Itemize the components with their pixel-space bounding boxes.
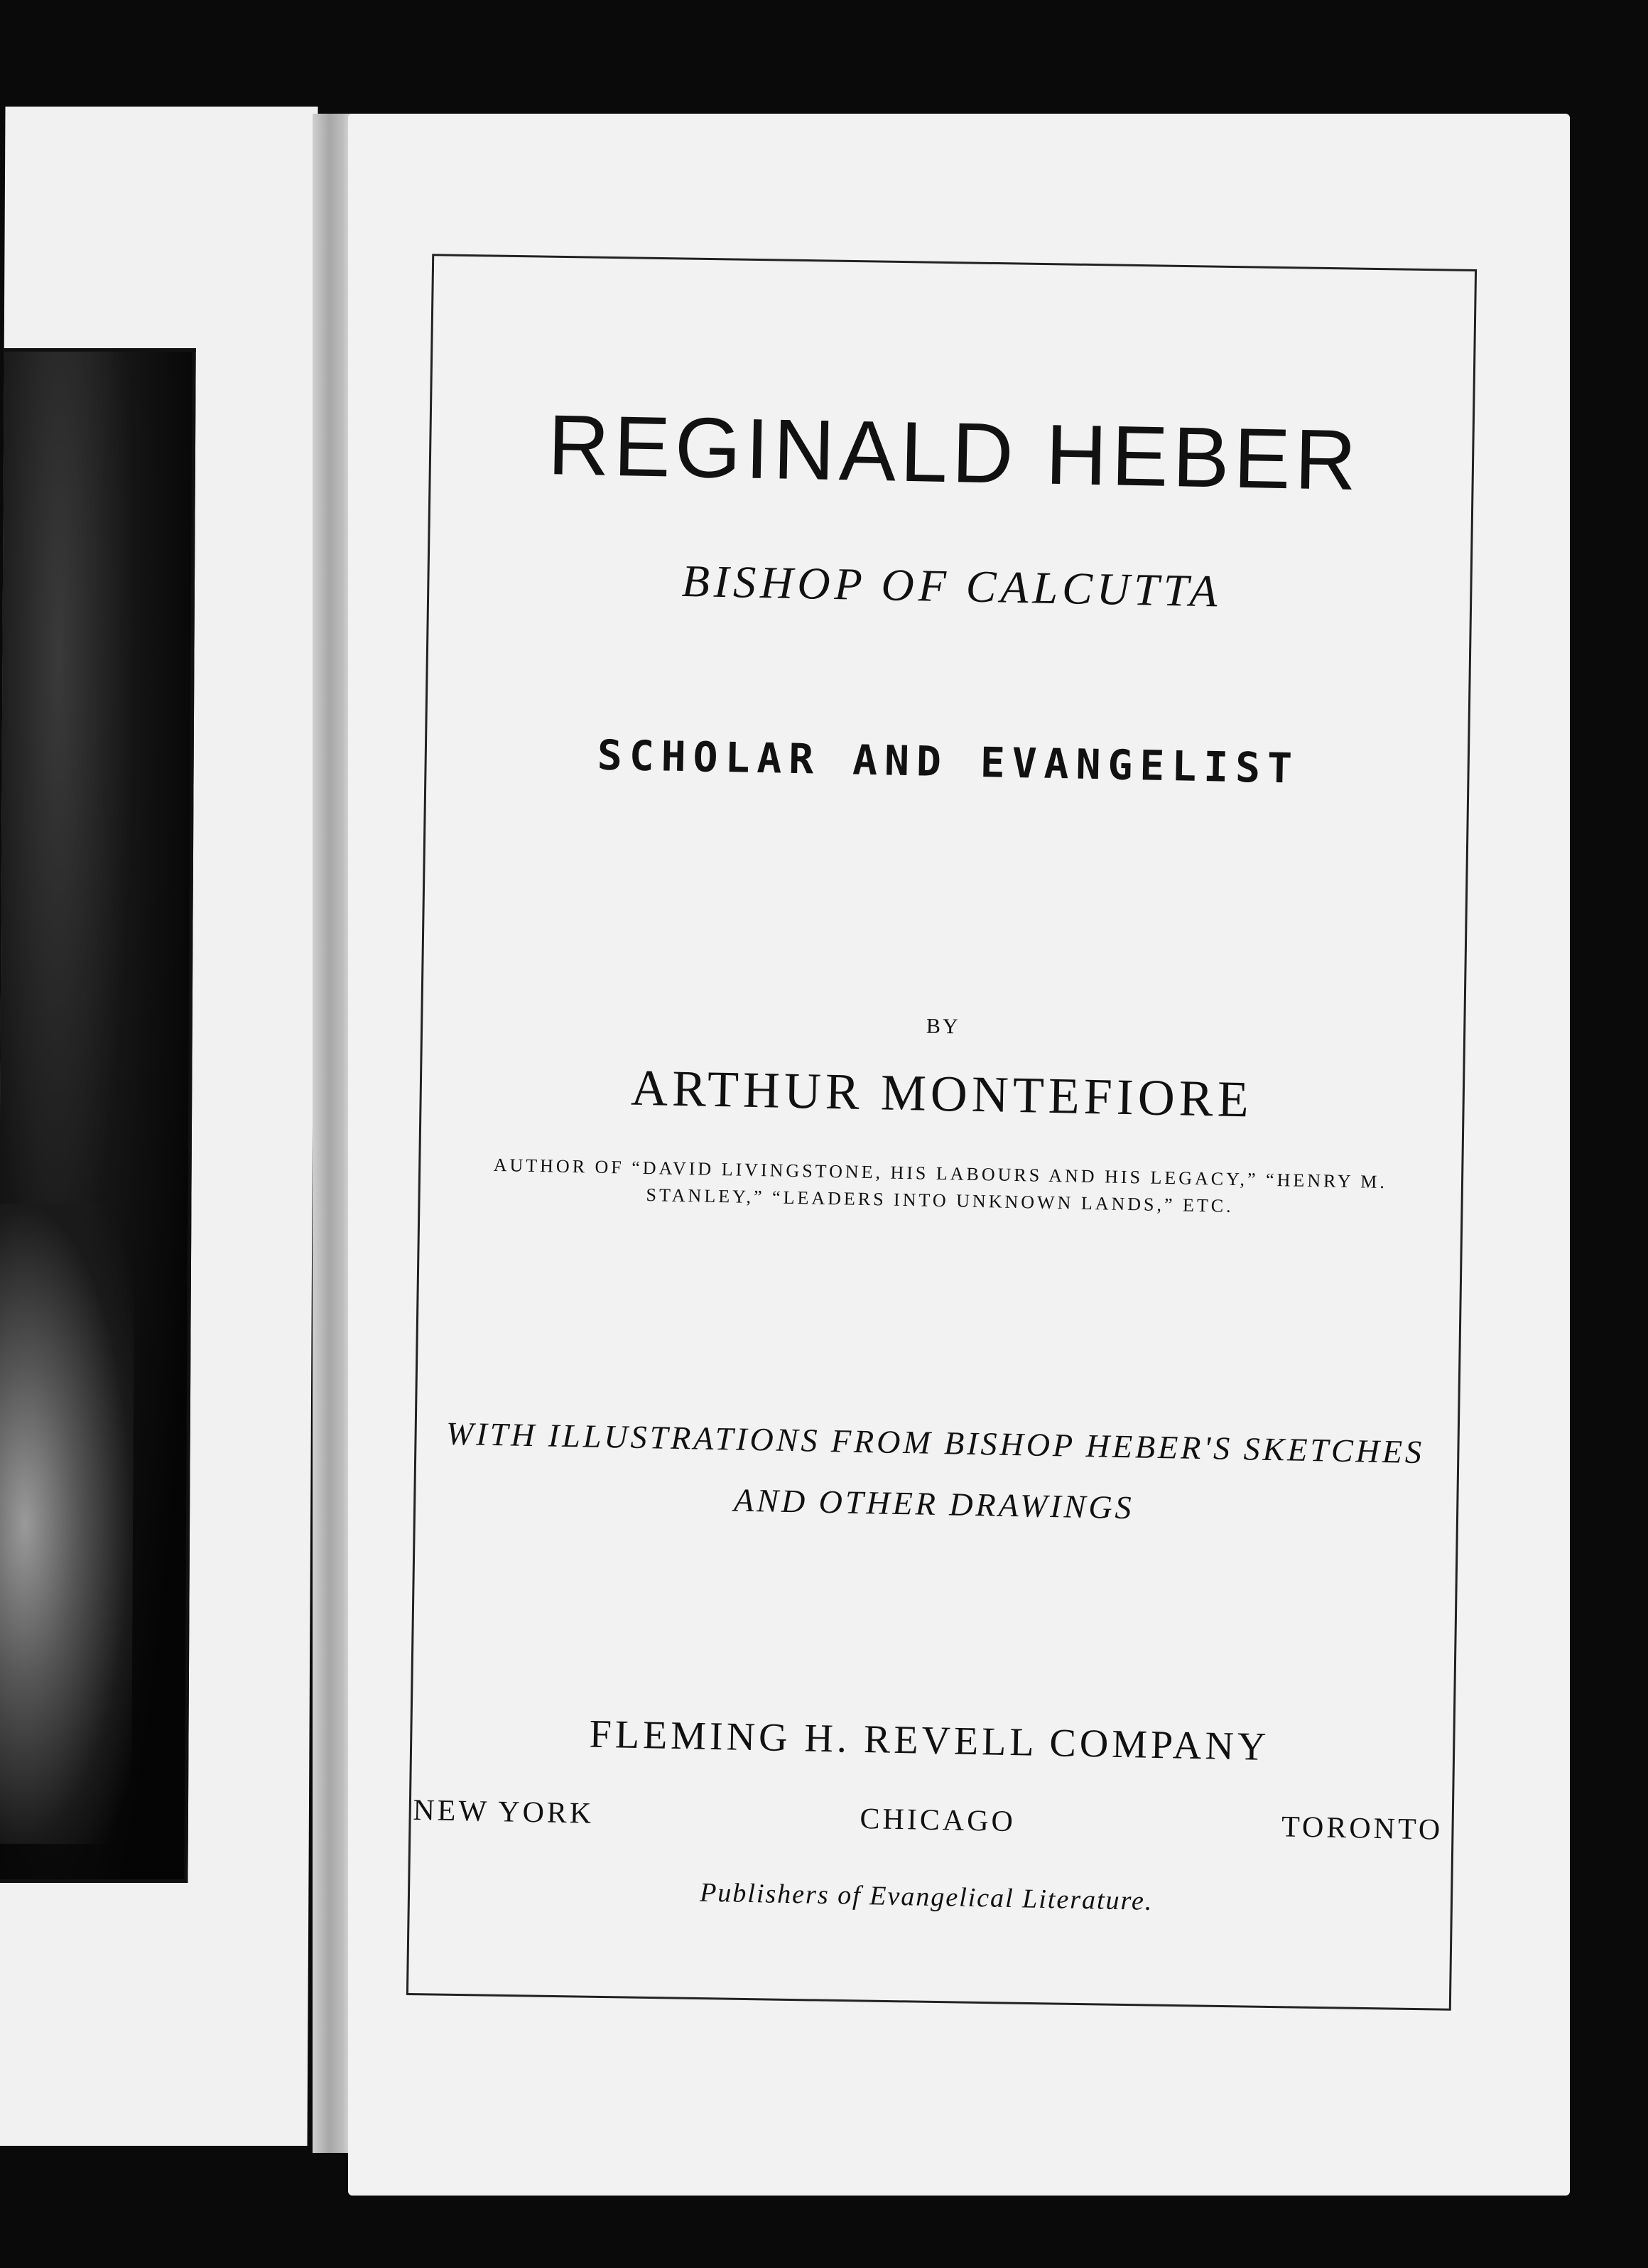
- author-credits: AUTHOR OF “DAVID LIVINGSTONE, HIS LABOURS AND HIS LEGACY,” “HENRY M. STANLEY,” “LEADERS INTO UNKNOWN LANDS,” ETC.: [493, 1154, 1388, 1216]
- city-chicago: CHICAGO: [860, 1802, 1017, 1839]
- publisher-name: FLEMING H. REVELL COMPANY: [589, 1712, 1270, 1770]
- publisher-note: Publishers of Evangelical Literature.: [699, 1877, 1154, 1916]
- book-subtitle: BISHOP OF CALCUTTA: [681, 555, 1223, 617]
- book-tagline: SCHOLAR AND EVANGELIST: [597, 730, 1300, 793]
- city-toronto: TORONTO: [1281, 1810, 1443, 1847]
- by-line: BY: [926, 1014, 960, 1039]
- frontispiece-portrait: [0, 348, 196, 1883]
- author-name: ARTHUR MONTEFIORE: [630, 1059, 1254, 1128]
- title-page-content: [381, 252, 1502, 2009]
- illustrations-note: WITH ILLUSTRATIONS FROM BISHOP HEBER'S SKETCHES AND OTHER DRAWINGS: [445, 1415, 1425, 1526]
- city-new-york: NEW YORK: [413, 1793, 595, 1830]
- book-title: REGINALD HEBER: [546, 397, 1362, 509]
- publisher-cities: [413, 1793, 1443, 1847]
- left-page: [0, 107, 318, 2146]
